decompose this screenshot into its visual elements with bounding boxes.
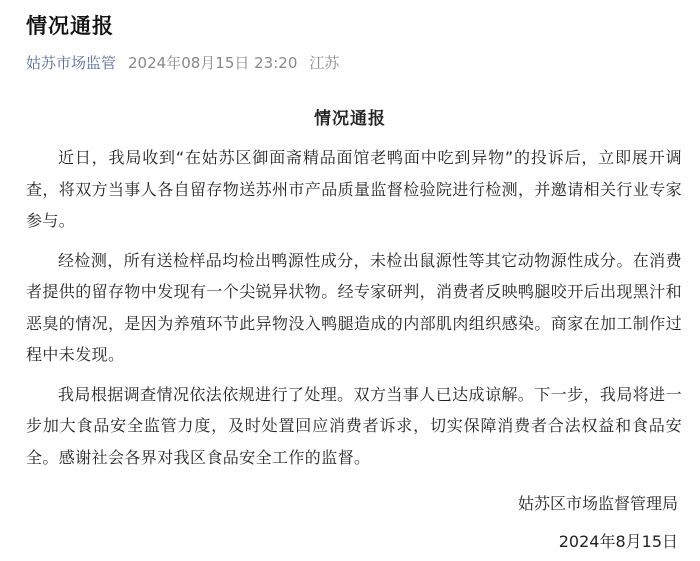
article-meta [26,52,339,73]
publish-location: 江苏 [309,54,340,72]
article-body [26,142,682,481]
publish-datetime: 2024年08月15日 23:20 [128,54,298,72]
signature-block [518,485,678,561]
page-title: 情况通报 [26,14,114,38]
issuer-signature: 姑苏区市场监督管理局 [517,494,678,513]
paragraph-2: 经检测，所有送检样品均检出鸭源性成分，未检出鼠源性等其它动物源性成分。在消费者提供的留存物中发现有一个尖锐异状物。经专家研判，消费者反映鸭腿咬开后出现黑汁和恶臭的情况，是因为养殖环节此异物没入鸭腿造成的内部肌肉组织感染。商家在加工制作过程中未发现。 [26,250,683,364]
issue-date: 2024年8月15日 [558,532,678,551]
account-name-link[interactable]: 姑苏市场监管 [26,54,117,72]
notice-title: 情况通报 [314,109,386,129]
paragraph-3: 我局根据调查情况依法依规进行了处理。双方当事人已达成谅解。下一步，我局将进一步加大食品安全监管力度，及时处置回应消费者诉求，切实保障消费者合法权益和食品安全。感谢社会各界对我区食品安全工作的监督。 [26,384,682,467]
paragraph-1: 近日，我局收到“在姑苏区御面斋精品面馆老鸭面中吃到异物”的投诉后，立即展开调查，将双方当事人各自留存物送苏州市产品质量监督检验院进行检测，并邀请相关行业专家参与。 [26,148,683,230]
